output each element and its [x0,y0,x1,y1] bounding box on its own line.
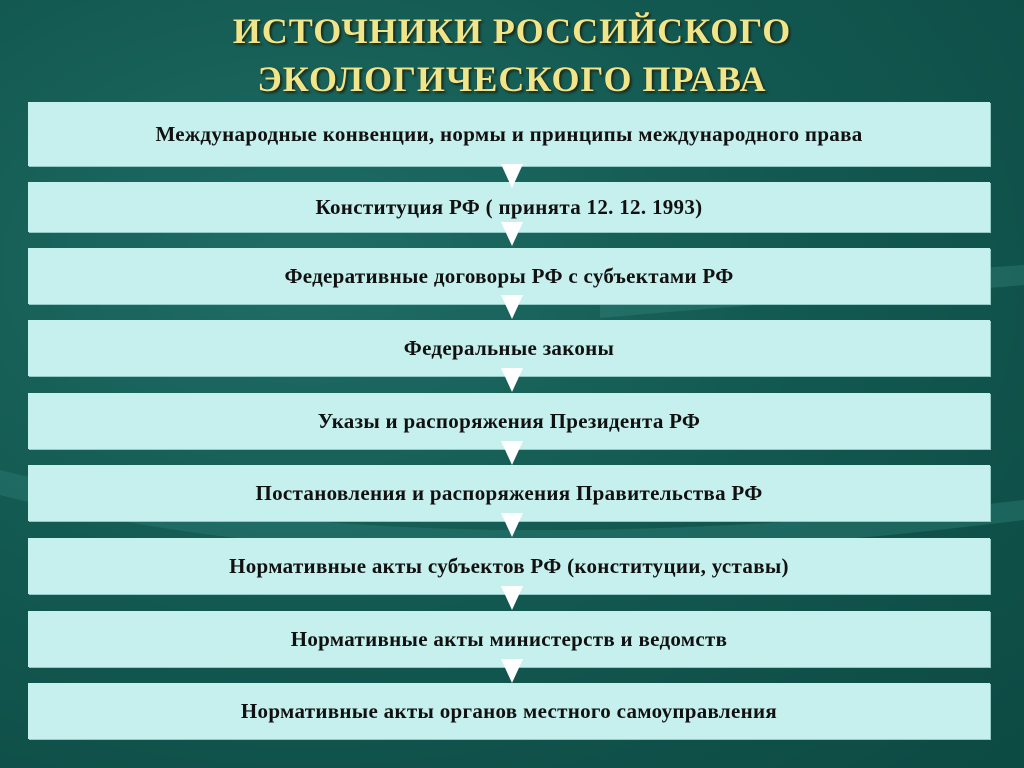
down-arrow-1 [501,164,523,188]
down-arrow-6 [501,513,523,537]
down-arrow-3 [501,295,523,319]
source-item-international: Международные конвенции, нормы и принципы международного права [28,102,990,166]
title-line-2: ЭКОЛОГИЧЕСКОГО ПРАВА [257,59,767,99]
source-item-local-acts: Нормативные акты органов местного самоуправления [28,683,990,739]
title-line-1: ИСТОЧНИКИ РОССИЙСКОГО [232,11,792,51]
source-item-regional-acts: Нормативные акты субъектов РФ (конституции, уставы) [28,538,990,594]
source-item-federative-treaties: Федеративные договоры РФ с субъектами РФ [28,248,990,304]
down-arrow-7 [501,586,523,610]
down-arrow-2 [501,222,523,246]
source-item-government-resolutions: Постановления и распоряжения Правительства РФ [28,465,990,521]
down-arrow-5 [501,441,523,465]
source-item-presidential-decrees: Указы и распоряжения Президента РФ [28,393,990,449]
source-item-constitution: Конституция РФ ( принята 12. 12. 1993) [28,182,990,232]
source-item-ministry-acts: Нормативные акты министерств и ведомств [28,611,990,667]
down-arrow-8 [501,659,523,683]
down-arrow-4 [501,368,523,392]
source-item-federal-laws: Федеральные законы [28,320,990,376]
